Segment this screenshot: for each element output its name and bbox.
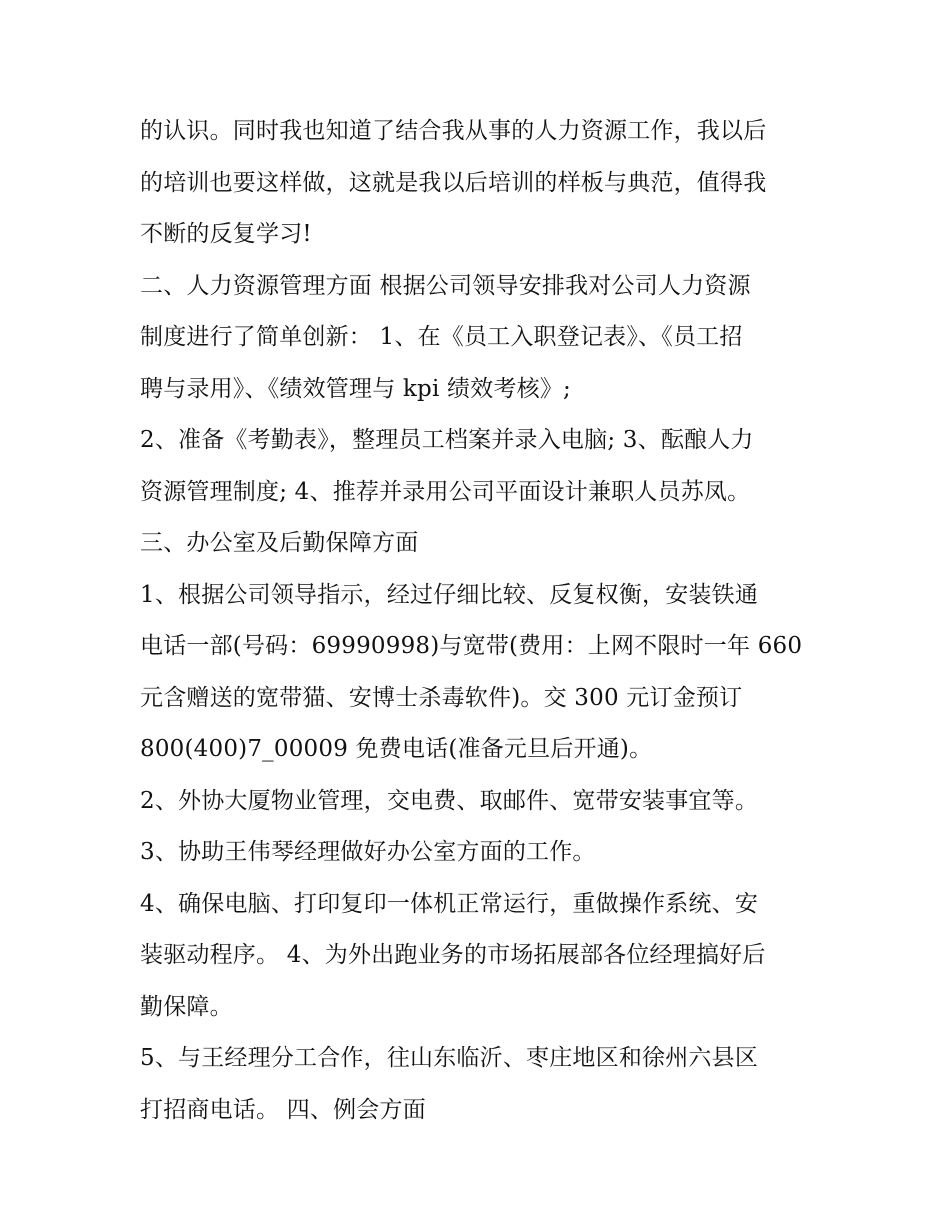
- text-line: 聘与录用》、《绩效管理与 kpi 绩效考核》;: [140, 375, 571, 402]
- text-line: 2、外协大厦物业管理，交电费、取邮件、宽带安装事宜等。: [140, 787, 759, 814]
- section-heading-office: 三、办公室及后勤保障方面: [140, 530, 419, 556]
- text-line: 5、与王经理分工合作，往山东临沂、枣庄地区和徐州六县区: [140, 1045, 759, 1071]
- text-line: 勤保障。: [140, 993, 233, 1020]
- text-line: 的认识。同时我也知道了结合我从事的人力资源工作，我以后: [140, 118, 767, 144]
- text-line: 800(400)7_00009 免费电话(准备元旦后开通)。: [140, 736, 653, 762]
- text-line: 不断的反复学习!: [140, 221, 312, 247]
- text-line: 元含赠送的宽带猫、安博士杀毒软件)。交 300 元订金预订: [140, 684, 743, 711]
- document-body: [140, 106, 810, 1136]
- text-line: 资源管理制度; 4、推荐并录用公司平面设计兼职人员苏凤。: [140, 478, 751, 505]
- section-heading-hr: 二、人力资源管理方面 根据公司领导安排我对公司人力资源: [140, 272, 751, 299]
- text-line: 电话一部(号码：69990998)与宽带(费用：上网不限时一年 660: [140, 633, 803, 659]
- text-line: 打招商电话。 四、例会方面: [140, 1096, 426, 1123]
- text-line: 制度进行了简单创新： 1、在《员工入职登记表》、《员工招: [140, 324, 743, 350]
- text-line: 4、确保电脑、打印复印一体机正常运行，重做操作系统、安: [140, 890, 759, 917]
- text-line: 装驱动程序。 4、为外出跑业务的市场拓展部各位经理搞好后: [140, 942, 766, 968]
- text-line: 2、准备《考勤表》，整理员工档案并录入电脑; 3、酝酿人力: [140, 427, 754, 453]
- text-line: 3、协助王伟琴经理做好办公室方面的工作。: [140, 839, 596, 865]
- text-line: 1、根据公司领导指示，经过仔细比较、反复权衡，安装铁通: [140, 581, 759, 608]
- text-line: 的培训也要这样做，这就是我以后培训的样板与典范，值得我: [140, 169, 767, 196]
